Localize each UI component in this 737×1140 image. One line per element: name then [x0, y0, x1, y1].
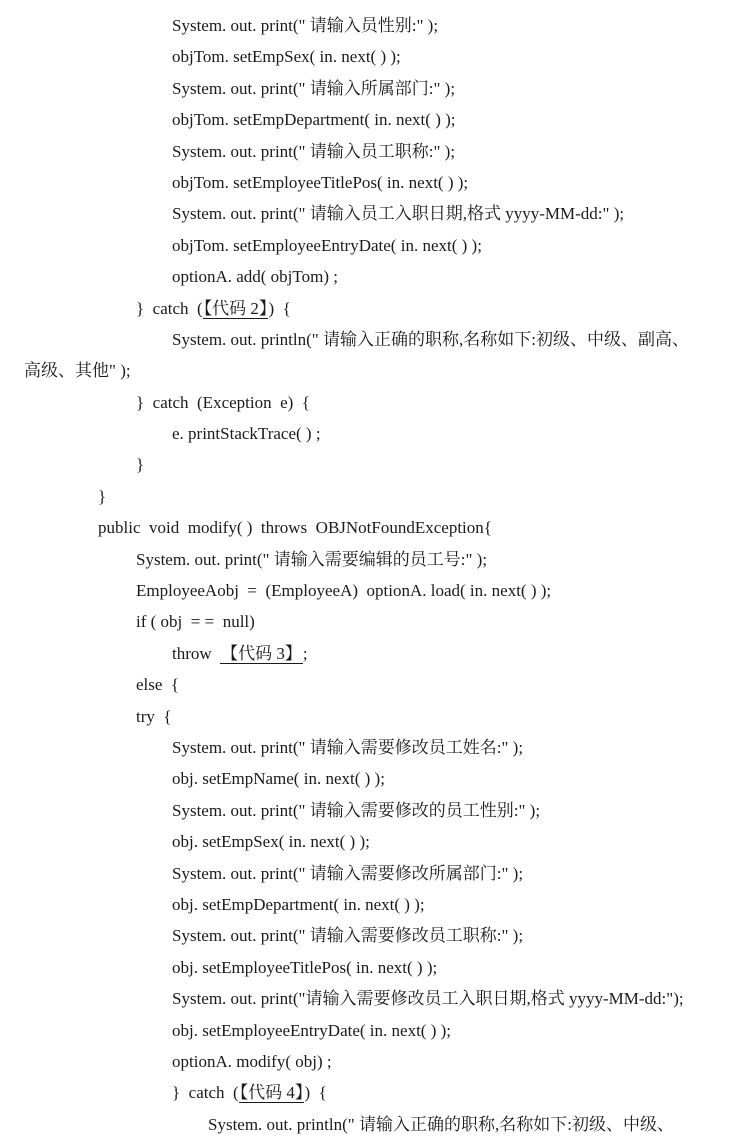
code-text: public void modify( ) throws OBJNotFoundException{ — [98, 518, 492, 538]
code-text: System. out. println(" 请输入正确的职称,名称如下:初级、中级、副高、 — [172, 329, 689, 349]
code-line — [0, 795, 737, 826]
code-line — [0, 73, 737, 104]
code-text: 高级、其他" ); — [24, 361, 131, 381]
code-line — [0, 763, 737, 794]
code-text: e. printStackTrace( ) ; — [172, 424, 321, 444]
code-text: EmployeeAobj = (EmployeeA) optionA. load( in. next( ) ); — [136, 581, 552, 601]
code-line — [0, 920, 737, 951]
code-text: ) { — [304, 1083, 327, 1103]
code-line — [0, 512, 737, 543]
fill-in-blank: 【代码 3】 — [221, 643, 302, 663]
code-text: throw — [172, 643, 221, 663]
code-text: if ( obj = = null) — [136, 612, 255, 632]
code-text: System. out. print(" 请输入需要编辑的员工号:" ); — [136, 549, 488, 569]
code-text: obj. setEmpDepartment( in. next( ) ); — [172, 894, 425, 914]
code-line — [0, 355, 737, 386]
code-text: System. out. print(" 请输入员工职称:" ); — [172, 141, 456, 161]
code-line — [0, 858, 737, 889]
code-text: } catch ( — [172, 1083, 239, 1103]
code-line — [0, 261, 737, 292]
code-listing — [0, 10, 737, 1140]
code-line — [0, 10, 737, 41]
code-line — [0, 387, 737, 418]
code-line — [0, 544, 737, 575]
code-line — [0, 669, 737, 700]
code-line — [0, 167, 737, 198]
code-line — [0, 826, 737, 857]
fill-in-blank: 【代码 2】 — [203, 298, 268, 318]
code-text: System. out. print(" 请输入需要修改所属部门:" ); — [172, 863, 524, 883]
code-text: } catch ( — [136, 298, 203, 318]
code-text: System. out. print(" 请输入员工入职日期,格式 yyyy-MM-dd:" ); — [172, 204, 625, 224]
code-line — [0, 732, 737, 763]
code-line — [0, 136, 737, 167]
code-text: } — [98, 486, 107, 506]
code-line — [0, 952, 737, 983]
code-text: optionA. modify( obj) ; — [172, 1051, 332, 1071]
code-line — [0, 1109, 737, 1140]
code-text: objTom. setEmpDepartment( in. next( ) ); — [172, 110, 456, 130]
code-text: System. out. print(" 请输入所属部门:" ); — [172, 78, 456, 98]
code-line — [0, 104, 737, 135]
code-text: try { — [136, 706, 172, 726]
code-text: obj. setEmployeeTitlePos( in. next( ) ); — [172, 957, 438, 977]
code-text: obj. setEmployeeEntryDate( in. next( ) ); — [172, 1020, 451, 1040]
code-line — [0, 481, 737, 512]
code-line — [0, 983, 737, 1014]
code-text: ; — [302, 643, 308, 663]
code-line — [0, 418, 737, 449]
code-text: System. out. print(" 请输入需要修改的员工性别:" ); — [172, 800, 541, 820]
code-text: objTom. setEmpSex( in. next( ) ); — [172, 47, 401, 67]
code-line — [0, 606, 737, 637]
code-line — [0, 638, 737, 669]
code-text: optionA. add( objTom) ; — [172, 267, 338, 287]
code-line — [0, 198, 737, 229]
code-line — [0, 230, 737, 261]
code-text: objTom. setEmployeeTitlePos( in. next( ) ); — [172, 172, 469, 192]
code-line — [0, 41, 737, 72]
code-text: obj. setEmpName( in. next( ) ); — [172, 769, 385, 789]
code-line — [0, 1015, 737, 1046]
code-text: System. out. println(" 请输入正确的职称,名称如下:初级、中级、 — [208, 1114, 674, 1134]
code-line — [0, 449, 737, 480]
code-text: ) { — [268, 298, 291, 318]
code-text: System. out. print(" 请输入需要修改员工姓名:" ); — [172, 737, 524, 757]
code-text: else { — [136, 675, 180, 695]
code-line — [0, 889, 737, 920]
code-text: } catch (Exception e) { — [136, 392, 310, 412]
code-line — [0, 575, 737, 606]
code-line — [0, 701, 737, 732]
code-text: obj. setEmpSex( in. next( ) ); — [172, 832, 370, 852]
code-text: objTom. setEmployeeEntryDate( in. next( ) ); — [172, 235, 482, 255]
code-line — [0, 1046, 737, 1077]
code-text: System. out. print(" 请输入需要修改员工职称:" ); — [172, 926, 524, 946]
code-line — [0, 293, 737, 324]
code-line — [0, 324, 737, 355]
fill-in-blank: 【代码 4】 — [239, 1083, 304, 1103]
code-text: } — [136, 455, 145, 475]
code-text: System. out. print("请输入需要修改员工入职日期,格式 yyyy-MM-dd:"); — [172, 989, 684, 1009]
code-line — [0, 1077, 737, 1108]
code-text: System. out. print(" 请输入员性别:" ); — [172, 16, 439, 35]
